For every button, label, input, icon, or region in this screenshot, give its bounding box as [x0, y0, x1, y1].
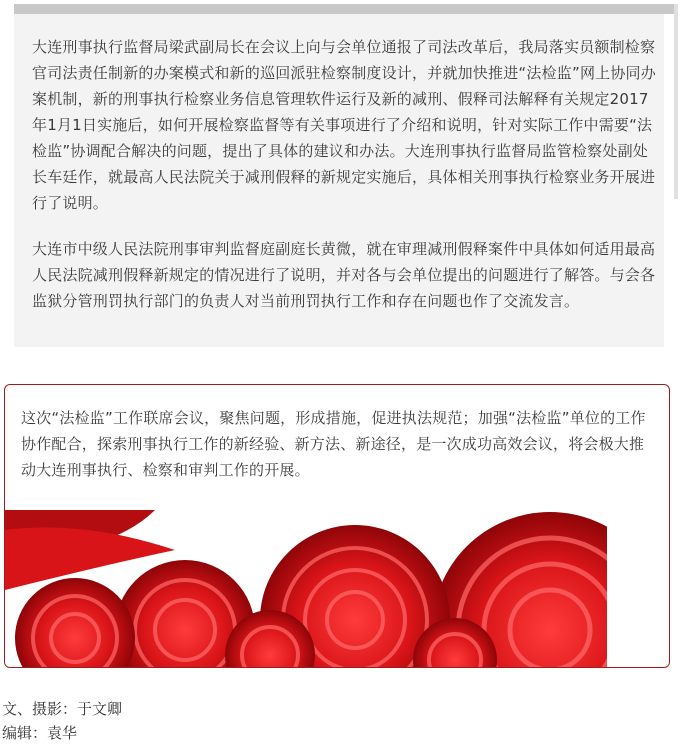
right-edge-shadow — [674, 4, 678, 199]
red-clouds-image — [5, 510, 607, 668]
editor-credit: 编辑：袁华 — [2, 724, 78, 742]
top-divider-bar — [14, 4, 674, 14]
red-bordered-panel — [4, 384, 670, 668]
paragraph-3: 这次“法检监”工作联席会议，聚焦问题，形成措施，促进执法规范；加强“法检监”单位的工作协作配合，探索刑事执行工作的新经验、新方法、新途径，是一次成功高效会议，将会极大推动大连刑事执行、检察和审判工作的开展。 — [21, 409, 646, 479]
paragraph-2: 大连市中级人民法院刑事审判监督庭副庭长黄微，就在审理减刑假释案件中具体如何适用最高人民法院减刑假释新规定的情况进行了说明，并对各与会单位提出的问题进行了解答。与会各监狱分管刑罚执行部门的负责人对当前刑罚执行工作和存在问题也作了交流发言。 — [32, 240, 656, 310]
author-credit: 文、摄影：于文卿 — [2, 700, 123, 718]
paragraph-1: 大连刑事执行监督局梁武副局长在会议上向与会单位通报了司法改革后，我局落实员额制检察官司法责任制新的办案模式和新的巡回派驻检察制度设计，并就加快推进“法检监”网上协同办案机制，新的刑事执行检察业务信息管理软件运行及新的减刑、假释司法解释有关规定2017年1月1日实施后，如何开展检察监督等有关事项进行了介绍和说明，针对实际工作中需要“法检监”协调配合解决的问题，提出了具体的建议和办法。大连刑事执行监督局监管检察处副处长车廷作，就最高人民法院关于减刑假释的新规定实施后，具体相关刑事执行检察业务开展进行了说明。 — [32, 38, 656, 212]
